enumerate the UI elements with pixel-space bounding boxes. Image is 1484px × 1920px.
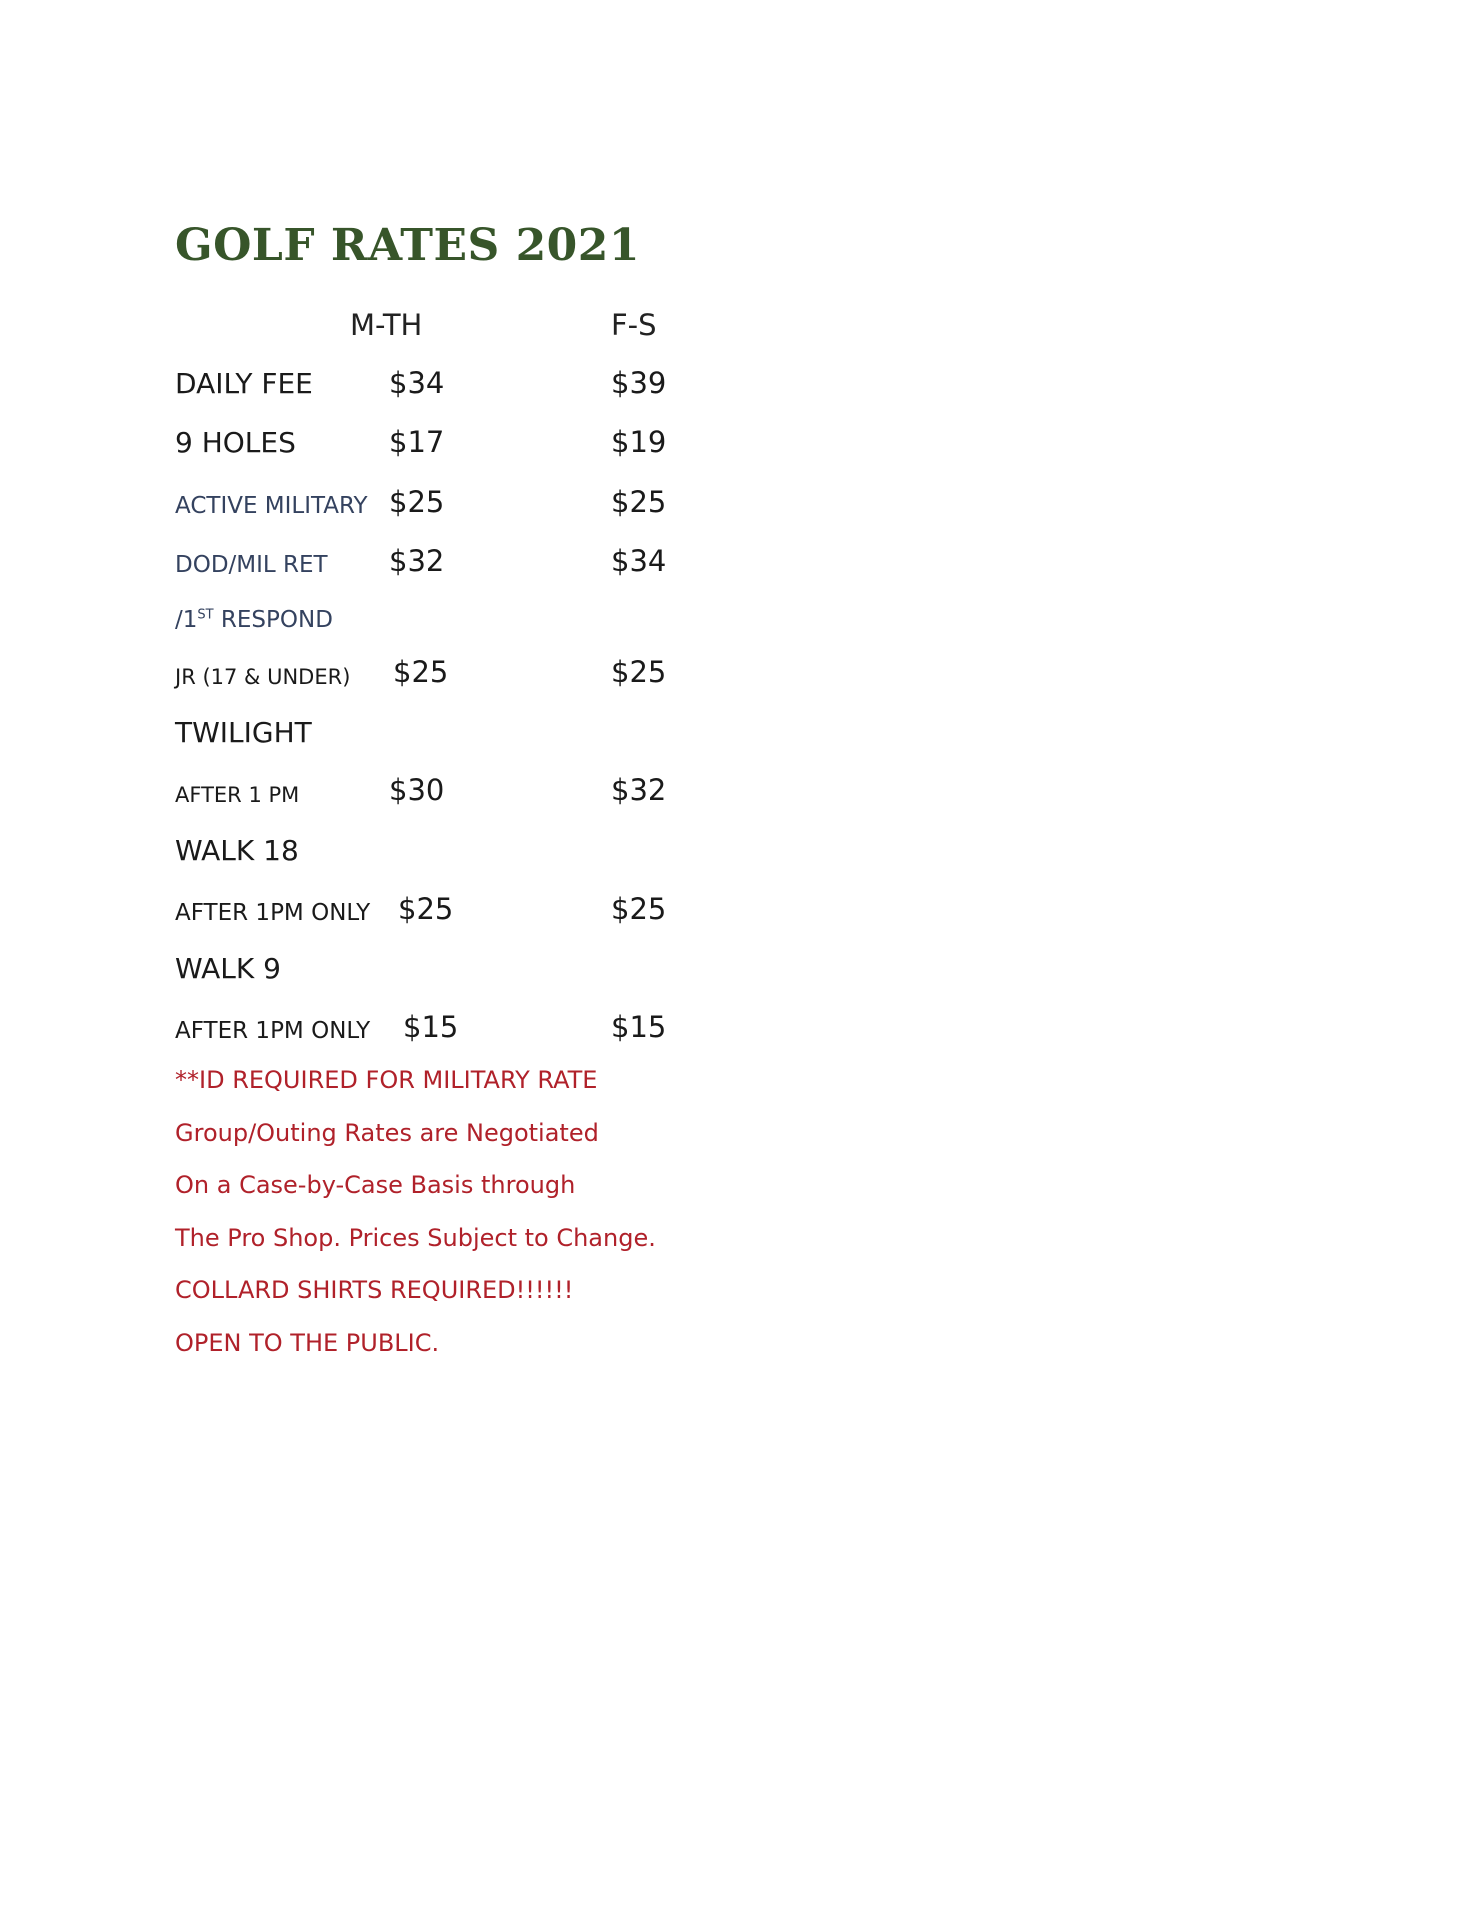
rate-row-walk-18-after-1pm <box>0 886 1484 932</box>
label-prefix: /1 <box>175 607 198 633</box>
note-id-required: **ID REQUIRED FOR MILITARY RATE <box>175 1066 598 1094</box>
note-pro-shop: The Pro Shop. Prices Subject to Change. <box>175 1224 656 1252</box>
price-mth: $32 <box>389 544 445 578</box>
rate-label: AFTER 1PM ONLY <box>175 900 371 926</box>
price-fs: $34 <box>611 544 667 578</box>
rate-label: JR (17 & UNDER) <box>175 665 351 689</box>
rate-label: TWILIGHT <box>175 716 312 749</box>
rate-label: WALK 9 <box>175 952 281 985</box>
rate-row-after-1-pm <box>0 767 1484 813</box>
column-header-fs: F-S <box>611 308 657 342</box>
price-fs: $25 <box>611 892 667 926</box>
page-title: GOLF RATES 2021 <box>175 220 641 271</box>
note-open-public: OPEN TO THE PUBLIC. <box>175 1329 440 1357</box>
price-fs: $25 <box>611 485 667 519</box>
rate-row-twilight <box>0 709 1484 755</box>
rate-row-junior <box>0 649 1484 695</box>
rate-label: 9 HOLES <box>175 426 296 459</box>
rate-row-walk-18 <box>0 827 1484 873</box>
price-mth: $25 <box>398 892 454 926</box>
rate-label: DAILY FEE <box>175 367 313 400</box>
price-mth: $30 <box>389 773 445 807</box>
rate-label: WALK 18 <box>175 834 299 867</box>
price-mth: $17 <box>389 425 445 459</box>
rate-row-9-holes <box>0 419 1484 465</box>
rate-row-dod-mil-ret <box>0 538 1484 584</box>
price-mth: $25 <box>393 655 449 689</box>
rate-row-daily-fee <box>0 360 1484 406</box>
price-fs: $25 <box>611 655 667 689</box>
rate-row-first-responder <box>0 593 1484 639</box>
rate-label: DOD/MIL RET <box>175 552 328 578</box>
note-group-rates: Group/Outing Rates are Negotiated <box>175 1119 599 1147</box>
price-fs: $19 <box>611 425 667 459</box>
rate-row-walk-9-after-1pm <box>0 1004 1484 1050</box>
price-fs: $32 <box>611 773 667 807</box>
price-mth: $25 <box>389 485 445 519</box>
rate-label: AFTER 1PM ONLY <box>175 1018 371 1044</box>
rate-row-walk-9 <box>0 945 1484 991</box>
note-shirts-required: COLLARD SHIRTS REQUIRED!!!!!! <box>175 1276 574 1304</box>
rate-label: AFTER 1 PM <box>175 783 300 807</box>
label-superscript: ST <box>197 607 214 623</box>
price-fs: $39 <box>611 366 667 400</box>
rate-label: ACTIVE MILITARY <box>175 493 368 519</box>
rate-label <box>175 607 333 633</box>
price-fs: $15 <box>611 1010 667 1044</box>
column-header-mth: M-TH <box>350 308 423 342</box>
price-mth: $34 <box>389 366 445 400</box>
note-case-basis: On a Case-by-Case Basis through <box>175 1171 576 1199</box>
price-mth: $15 <box>403 1010 459 1044</box>
rate-row-active-military <box>0 479 1484 525</box>
label-suffix: RESPOND <box>213 607 333 633</box>
